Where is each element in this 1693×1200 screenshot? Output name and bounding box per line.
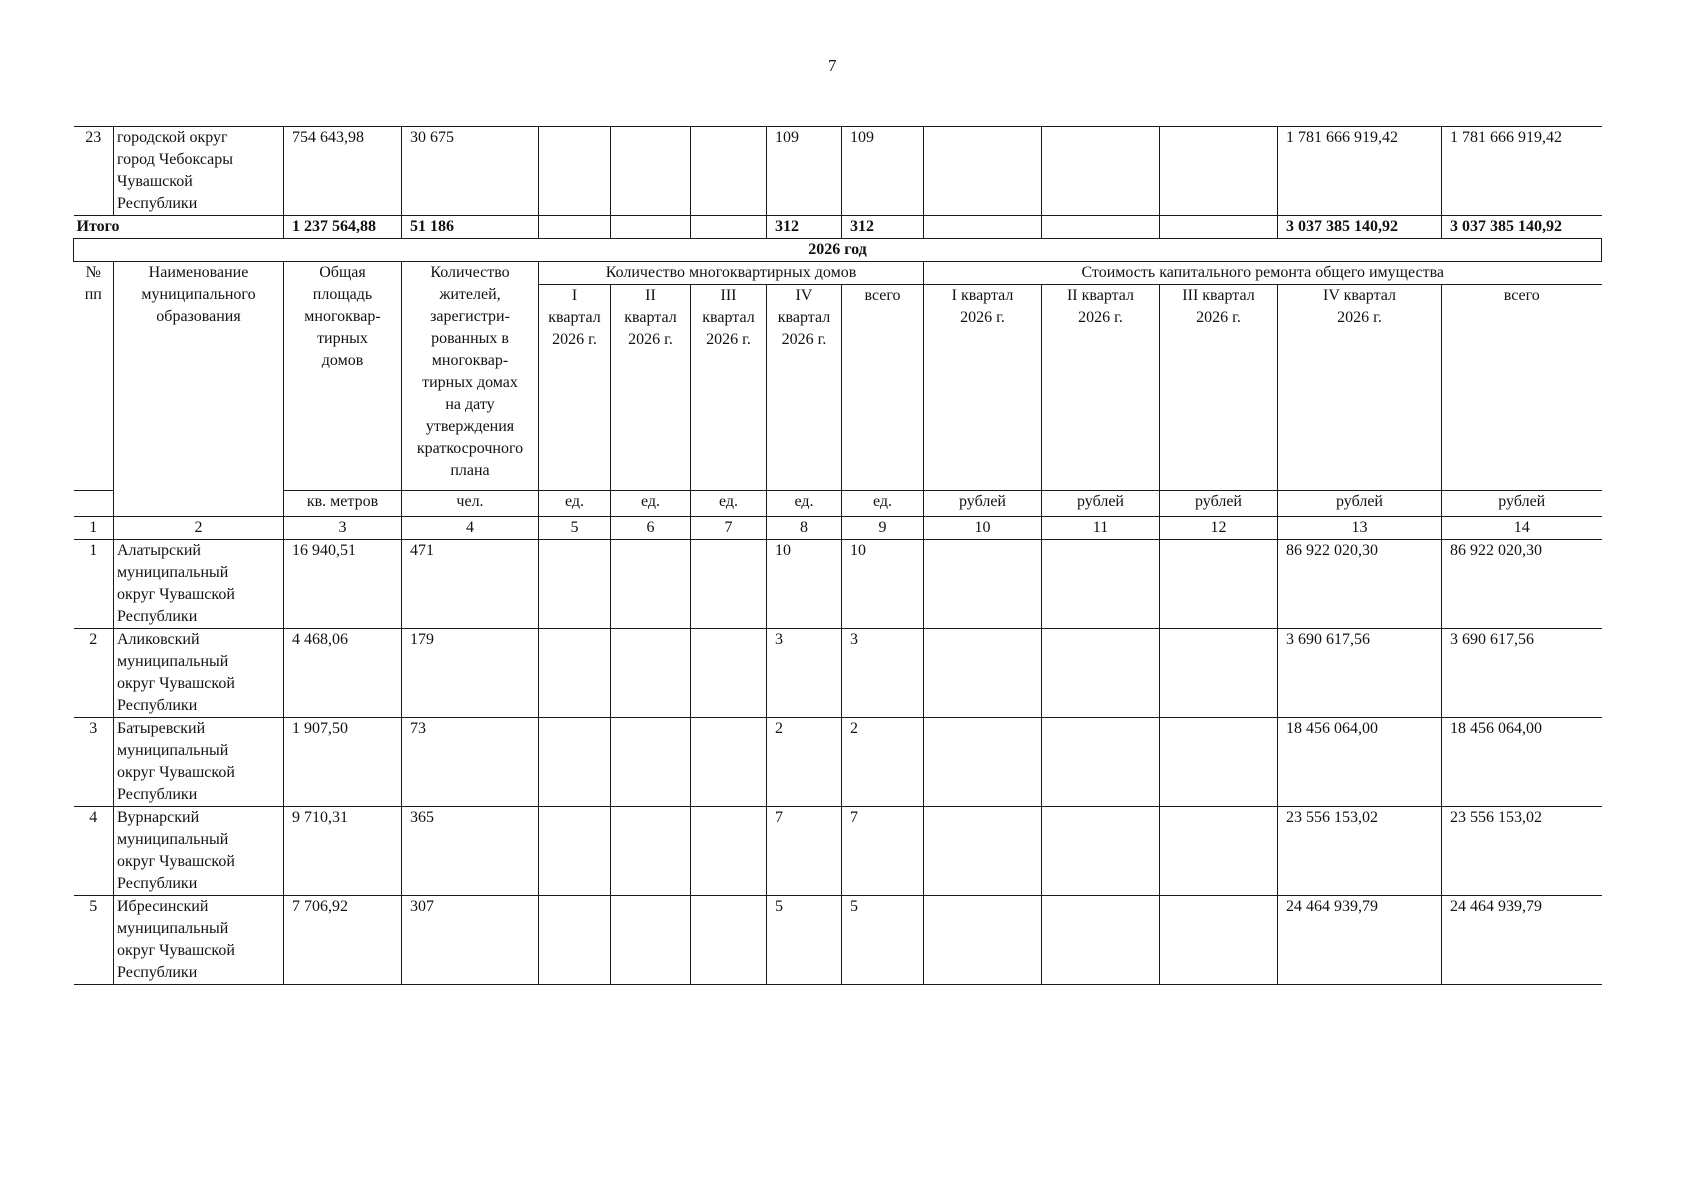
header-line: квартал [777, 309, 831, 326]
q1-houses-cell [539, 540, 611, 629]
header-line: 2026 г. [781, 331, 827, 348]
row-number: 2 [74, 629, 114, 718]
name-line: Вурнарский [117, 809, 200, 826]
q1-cost-cell [924, 629, 1042, 718]
header-line: Общая [319, 264, 366, 281]
name-line: Республики [117, 875, 198, 892]
name-line: Республики [117, 697, 198, 714]
header-line: III [720, 287, 737, 304]
header-q1-houses [539, 285, 611, 491]
row-number: 1 [74, 540, 114, 629]
header-line: тирных [317, 330, 368, 347]
q4-cost-cell: 86 922 020,30 [1278, 540, 1442, 629]
total-houses: 312 [842, 216, 924, 239]
q2-cost-cell [1042, 718, 1160, 807]
header-q2-cost [1042, 285, 1160, 491]
header-residents [402, 262, 539, 491]
header-line: краткосрочного [416, 440, 524, 457]
header-q3-cost [1160, 285, 1278, 491]
q3-houses-cell [691, 896, 767, 985]
header-total-houses: всего [842, 285, 924, 491]
q4-houses-cell: 2 [767, 718, 842, 807]
municipality-name [114, 629, 284, 718]
total-cost: 3 037 385 140,92 [1442, 216, 1602, 239]
column-number: 4 [402, 517, 539, 540]
header-cost-group: Стоимость капитального ремонта общего имущества [924, 262, 1602, 285]
header-line: квартал [624, 309, 677, 326]
q2-cost-cell [1042, 629, 1160, 718]
total-row [74, 216, 1602, 239]
header-line: многоквар- [431, 352, 509, 369]
municipality-name [114, 718, 284, 807]
name-line: Чувашской [117, 173, 193, 190]
header-q2-houses [611, 285, 691, 491]
q2-houses-cell [611, 629, 691, 718]
column-number: 9 [842, 517, 924, 540]
unit-cell: рублей [924, 491, 1042, 517]
total-houses-cell: 10 [842, 540, 924, 629]
header-area [284, 262, 402, 491]
area-cell: 7 706,92 [284, 896, 402, 985]
header-line: муниципального [141, 286, 256, 303]
header-line: IV [795, 287, 813, 304]
header-line: 2026 г. [552, 331, 597, 348]
total-q1 [539, 216, 611, 239]
unit-cell: рублей [1160, 491, 1278, 517]
q2-cost-cell [1042, 807, 1160, 896]
total-houses-cell: 5 [842, 896, 924, 985]
header-line: 2026 г. [960, 309, 1005, 326]
unit-cell: рублей [1042, 491, 1160, 517]
name-line: Аликовский [117, 631, 200, 648]
residents-cell: 30 675 [402, 127, 539, 216]
residents-cell: 179 [402, 629, 539, 718]
name-line: округ Чувашской [117, 764, 235, 781]
q4-cost-cell: 24 464 939,79 [1278, 896, 1442, 985]
residents-cell: 73 [402, 718, 539, 807]
unit-cell: ед. [842, 491, 924, 517]
area-cell: 9 710,31 [284, 807, 402, 896]
total-cost-cell: 3 690 617,56 [1442, 629, 1602, 718]
header-houses-group: Количество многоквартирных домов [539, 262, 924, 285]
header-line: III квартал [1182, 287, 1255, 304]
total-q2 [611, 216, 691, 239]
q1-houses-cell [539, 718, 611, 807]
total-houses-cell: 7 [842, 807, 924, 896]
header-line: на дату [445, 396, 495, 413]
header-line: Количество [430, 264, 510, 281]
q3-houses-cell [691, 127, 767, 216]
area-cell: 754 643,98 [284, 127, 402, 216]
q4-cost-cell: 23 556 153,02 [1278, 807, 1442, 896]
row-number: 5 [74, 896, 114, 985]
header-line: домов [321, 352, 364, 369]
header-line: II квартал [1066, 287, 1135, 304]
total-cost-cell: 23 556 153,02 [1442, 807, 1602, 896]
header-line: зарегистри- [430, 308, 510, 325]
header-line: плана [450, 462, 490, 479]
header-line: квартал [702, 309, 755, 326]
q2-cost-cell [1042, 896, 1160, 985]
name-line: город Чебоксары [117, 151, 234, 168]
year-row [74, 239, 1602, 262]
page-number: 7 [828, 56, 837, 75]
total-houses-cell: 2 [842, 718, 924, 807]
total-q3 [691, 216, 767, 239]
q3-cost-cell [1160, 629, 1278, 718]
area-cell: 4 468,06 [284, 629, 402, 718]
total-cost-q1 [924, 216, 1042, 239]
header-line: утверждения [425, 418, 515, 435]
table-row [74, 896, 1602, 985]
q4-houses-cell: 3 [767, 629, 842, 718]
header-line: квартал [548, 309, 601, 326]
column-number: 10 [924, 517, 1042, 540]
header-q3-houses [691, 285, 767, 491]
q1-cost-cell [924, 718, 1042, 807]
residents-cell: 365 [402, 807, 539, 896]
name-line: городской округ [117, 129, 228, 146]
total-label: Итого [74, 216, 284, 239]
header-line: тирных домах [422, 374, 518, 391]
header-line: 2026 г. [628, 331, 673, 348]
unit-cell: рублей [1278, 491, 1442, 517]
row-number: 3 [74, 718, 114, 807]
header-line: I квартал [951, 287, 1014, 304]
q1-cost-cell [924, 896, 1042, 985]
q1-houses-cell [539, 896, 611, 985]
unit-cell: рублей [1442, 491, 1602, 517]
column-number: 13 [1278, 517, 1442, 540]
q4-houses-cell: 109 [767, 127, 842, 216]
unit-cell-blank [74, 491, 114, 517]
q4-houses-cell: 5 [767, 896, 842, 985]
header-total-cost: всего [1442, 285, 1602, 491]
header-line: Наименование [148, 264, 249, 281]
table-row-prev [74, 127, 1602, 216]
table-row [74, 718, 1602, 807]
name-line: муниципальный [117, 920, 229, 937]
column-number: 1 [74, 517, 114, 540]
header-line: 2026 г. [1196, 309, 1241, 326]
q3-cost-cell [1160, 896, 1278, 985]
q2-houses-cell [611, 540, 691, 629]
total-cost-cell: 18 456 064,00 [1442, 718, 1602, 807]
total-cost-cell: 86 922 020,30 [1442, 540, 1602, 629]
unit-cell: ед. [691, 491, 767, 517]
q1-houses-cell [539, 807, 611, 896]
q3-cost-cell [1160, 540, 1278, 629]
name-line: Республики [117, 786, 198, 803]
municipality-name [114, 896, 284, 985]
column-number: 8 [767, 517, 842, 540]
q4-houses-cell: 10 [767, 540, 842, 629]
name-line: Республики [117, 964, 198, 981]
header-name [114, 262, 284, 517]
table-row [74, 629, 1602, 718]
q1-cost-cell [924, 807, 1042, 896]
column-number: 14 [1442, 517, 1602, 540]
header-line: 2026 г. [1337, 309, 1382, 326]
total-houses-cell: 109 [842, 127, 924, 216]
header-line: пп [84, 286, 102, 303]
unit-cell: ед. [767, 491, 842, 517]
year-title: 2026 год [74, 239, 1602, 262]
q3-cost-cell [1160, 127, 1278, 216]
municipality-name [114, 540, 284, 629]
unit-cell: чел. [402, 491, 539, 517]
header-line: IV квартал [1322, 287, 1396, 304]
column-number: 6 [611, 517, 691, 540]
header-line: 2026 г. [706, 331, 751, 348]
q2-houses-cell [611, 807, 691, 896]
header-q4-cost [1278, 285, 1442, 491]
residents-cell: 471 [402, 540, 539, 629]
name-line: муниципальный [117, 564, 229, 581]
header-line: образования [156, 308, 241, 325]
column-number: 11 [1042, 517, 1160, 540]
name-line: Республики [117, 195, 198, 212]
total-q4: 312 [767, 216, 842, 239]
header-q1-cost [924, 285, 1042, 491]
name-line: муниципальный [117, 831, 229, 848]
q4-cost-cell: 18 456 064,00 [1278, 718, 1442, 807]
units-row [74, 491, 1602, 517]
q4-cost-cell: 3 690 617,56 [1278, 629, 1442, 718]
name-line: округ Чувашской [117, 675, 235, 692]
total-area: 1 237 564,88 [284, 216, 402, 239]
header-line: рованных в [431, 330, 509, 347]
table-row [74, 807, 1602, 896]
capital-repair-table [73, 126, 1602, 985]
q1-houses-cell [539, 127, 611, 216]
total-houses-cell: 3 [842, 629, 924, 718]
total-cost-q3 [1160, 216, 1278, 239]
name-line: Республики [117, 608, 198, 625]
q2-houses-cell [611, 127, 691, 216]
header-q4-houses [767, 285, 842, 491]
column-number: 2 [114, 517, 284, 540]
residents-cell: 307 [402, 896, 539, 985]
column-number: 5 [539, 517, 611, 540]
column-number-row [74, 517, 1602, 540]
name-line: округ Чувашской [117, 853, 235, 870]
q3-houses-cell [691, 629, 767, 718]
name-line: муниципальный [117, 742, 229, 759]
q1-cost-cell [924, 127, 1042, 216]
header-row-1 [74, 262, 1602, 285]
q4-houses-cell: 7 [767, 807, 842, 896]
table-row [74, 540, 1602, 629]
total-cost-q2 [1042, 216, 1160, 239]
q3-houses-cell [691, 807, 767, 896]
municipality-name [114, 127, 284, 216]
header-line: № [85, 264, 101, 281]
header-line: 2026 г. [1078, 309, 1123, 326]
area-cell: 1 907,50 [284, 718, 402, 807]
q3-cost-cell [1160, 718, 1278, 807]
header-line: многоквар- [304, 308, 381, 325]
q3-houses-cell [691, 718, 767, 807]
unit-cell: кв. метров [284, 491, 402, 517]
q4-cost-cell: 1 781 666 919,42 [1278, 127, 1442, 216]
q2-cost-cell [1042, 127, 1160, 216]
name-line: Ибресинский [117, 898, 209, 915]
total-cost-cell: 24 464 939,79 [1442, 896, 1602, 985]
header-line: I [571, 287, 578, 304]
name-line: муниципальный [117, 653, 229, 670]
q1-cost-cell [924, 540, 1042, 629]
name-line: округ Чувашской [117, 586, 235, 603]
municipality-name [114, 807, 284, 896]
q3-houses-cell [691, 540, 767, 629]
q2-houses-cell [611, 896, 691, 985]
column-number: 12 [1160, 517, 1278, 540]
unit-cell: ед. [539, 491, 611, 517]
header-line: жителей, [439, 286, 501, 303]
name-line: Алатырский [117, 542, 201, 559]
q2-houses-cell [611, 718, 691, 807]
total-cost-q4: 3 037 385 140,92 [1278, 216, 1442, 239]
area-cell: 16 940,51 [284, 540, 402, 629]
header-line: площадь [312, 286, 373, 303]
q3-cost-cell [1160, 807, 1278, 896]
column-number: 3 [284, 517, 402, 540]
name-line: Батыревский [117, 720, 206, 737]
q2-cost-cell [1042, 540, 1160, 629]
header-no [74, 262, 114, 491]
name-line: округ Чувашской [117, 942, 235, 959]
total-cost-cell: 1 781 666 919,42 [1442, 127, 1602, 216]
total-residents: 51 186 [402, 216, 539, 239]
unit-cell: ед. [611, 491, 691, 517]
row-number: 4 [74, 807, 114, 896]
row-number: 23 [74, 127, 114, 216]
column-number: 7 [691, 517, 767, 540]
q1-houses-cell [539, 629, 611, 718]
header-line: II [645, 287, 656, 304]
